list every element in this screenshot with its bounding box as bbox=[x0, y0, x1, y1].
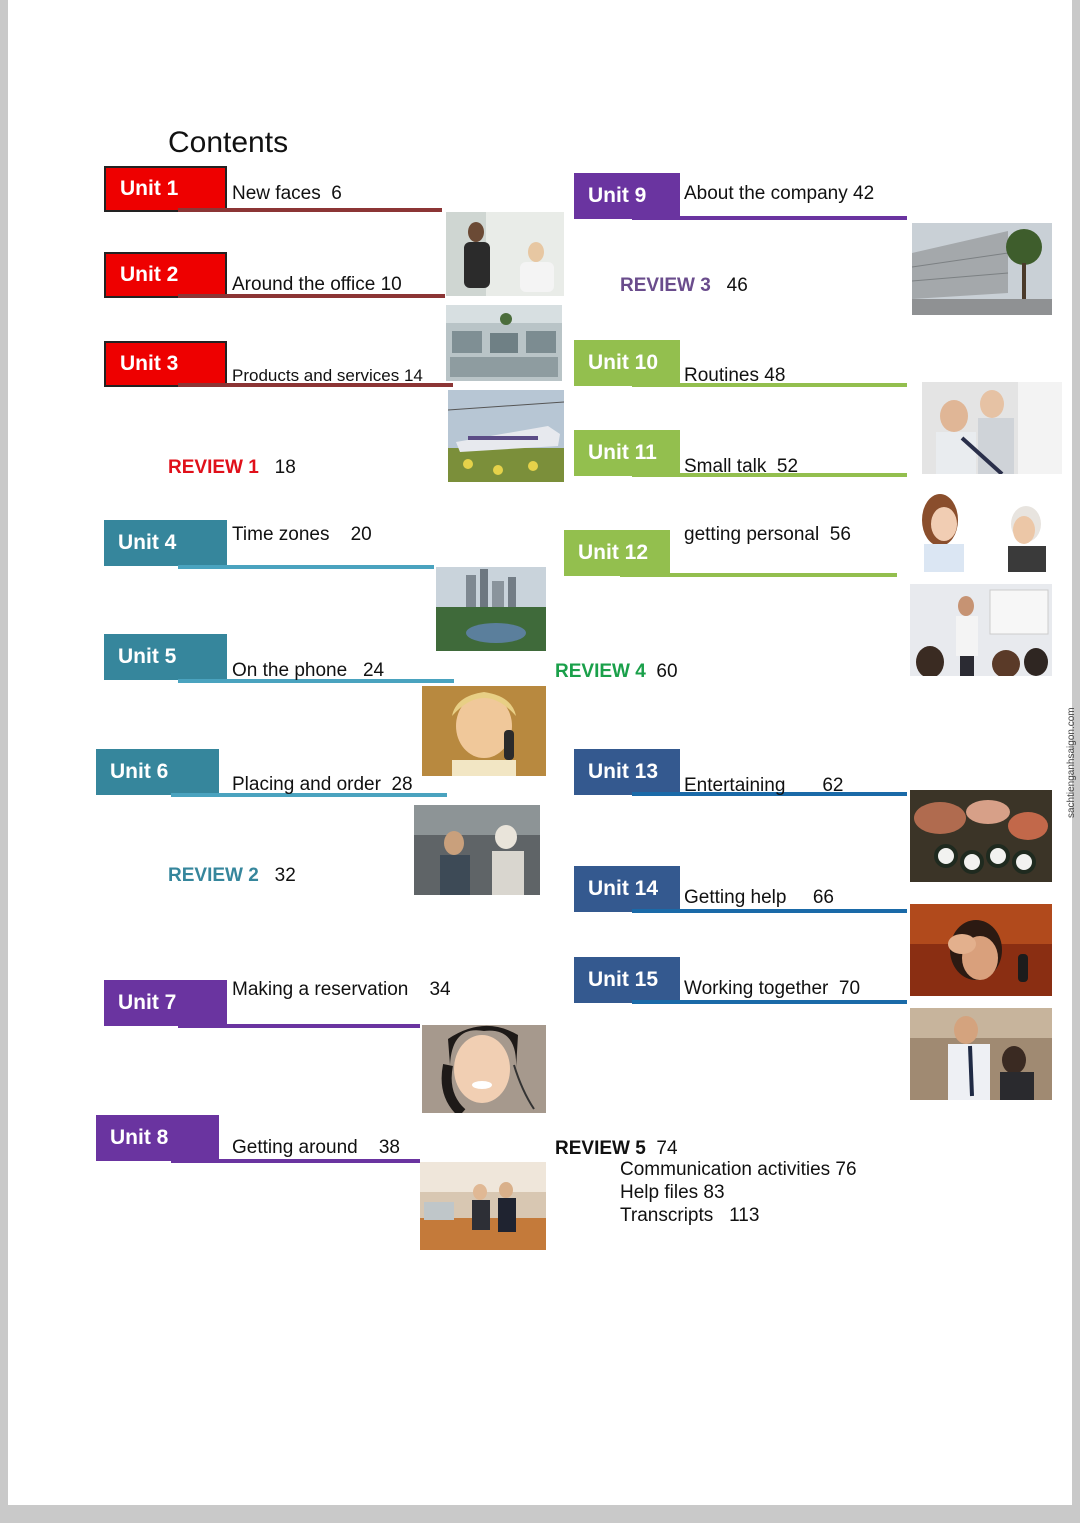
unit-1-title[interactable]: New faces 6 bbox=[232, 183, 342, 204]
unit-7-rule bbox=[178, 1024, 420, 1028]
unit-14-photo-stressed-woman bbox=[910, 904, 1052, 996]
review-1-page: 18 bbox=[274, 457, 296, 478]
unit-11-photo-small-talk bbox=[910, 480, 1052, 572]
unit-14-title[interactable]: Getting help 66 bbox=[684, 887, 834, 908]
review-4-page: 60 bbox=[656, 661, 678, 682]
unit-7-title[interactable]: Making a reservation 34 bbox=[232, 979, 451, 1000]
unit-13-badge[interactable]: Unit 13 bbox=[574, 749, 680, 795]
watermark: sachtienganhsaigon.com bbox=[1066, 707, 1077, 818]
unit-4-photo-city-skyline bbox=[436, 567, 546, 651]
unit-2-photo-open-office bbox=[446, 305, 562, 381]
unit-4-rule bbox=[178, 565, 434, 569]
transcripts-entry[interactable]: Transcripts 113 bbox=[620, 1205, 760, 1226]
unit-9-rule bbox=[632, 216, 907, 220]
review-3-page: 46 bbox=[726, 275, 748, 296]
unit-10-badge[interactable]: Unit 10 bbox=[574, 340, 680, 386]
unit-13-title[interactable]: Entertaining 62 bbox=[684, 775, 844, 796]
unit-1-photo-office-meeting bbox=[446, 212, 564, 296]
unit-9-badge[interactable]: Unit 9 bbox=[574, 173, 680, 219]
unit-14-badge[interactable]: Unit 14 bbox=[574, 866, 680, 912]
page-title: Contents bbox=[168, 126, 289, 159]
review-1-label: REVIEW 1 bbox=[168, 457, 259, 478]
unit-1-badge[interactable]: Unit 1 bbox=[104, 166, 227, 212]
unit-7-photo-receptionist-headset bbox=[422, 1025, 546, 1113]
unit-13-photo-sushi bbox=[910, 790, 1052, 882]
unit-14-rule bbox=[632, 909, 907, 913]
unit-3-badge[interactable]: Unit 3 bbox=[104, 341, 227, 387]
unit-2-badge[interactable]: Unit 2 bbox=[104, 252, 227, 298]
unit-9-photo-company-building bbox=[912, 223, 1052, 315]
unit-15-title[interactable]: Working together 70 bbox=[684, 978, 861, 999]
unit-5-photo-woman-on-phone bbox=[422, 686, 546, 776]
unit-6-photo-workers bbox=[414, 805, 540, 895]
unit-10-photo-commuters bbox=[922, 382, 1062, 474]
review-4-label: REVIEW 4 bbox=[555, 661, 646, 682]
unit-8-rule bbox=[171, 1159, 420, 1163]
unit-6-title[interactable]: Placing and order 28 bbox=[232, 774, 413, 795]
help-files-entry[interactable]: Help files 83 bbox=[620, 1182, 725, 1203]
unit-3-photo-train bbox=[448, 390, 564, 482]
unit-5-badge[interactable]: Unit 5 bbox=[104, 634, 227, 680]
unit-10-title[interactable]: Routines 48 bbox=[684, 365, 786, 386]
unit-11-badge[interactable]: Unit 11 bbox=[574, 430, 680, 476]
unit-12-photo-presentation bbox=[910, 584, 1052, 676]
unit-4-badge[interactable]: Unit 4 bbox=[104, 520, 227, 566]
unit-12-badge[interactable]: Unit 12 bbox=[564, 530, 670, 576]
unit-7-badge[interactable]: Unit 7 bbox=[104, 980, 227, 1026]
unit-5-title[interactable]: On the phone 24 bbox=[232, 660, 385, 681]
unit-8-photo-hotel-reception bbox=[420, 1162, 546, 1250]
unit-15-rule bbox=[632, 1000, 907, 1004]
unit-11-title[interactable]: Small talk 52 bbox=[684, 456, 799, 477]
review-3-label: REVIEW 3 bbox=[620, 275, 711, 296]
contents-page bbox=[8, 0, 1077, 1505]
review-3[interactable] bbox=[620, 275, 748, 297]
review-2-page: 32 bbox=[274, 865, 296, 886]
review-5-page: 74 bbox=[656, 1138, 678, 1159]
review-4[interactable] bbox=[555, 661, 678, 683]
review-5-label: REVIEW 5 bbox=[555, 1138, 646, 1159]
review-5[interactable] bbox=[555, 1138, 678, 1160]
unit-9-title[interactable]: About the company 42 bbox=[684, 183, 875, 204]
unit-1-rule bbox=[178, 208, 442, 212]
unit-12-title[interactable]: getting personal 56 bbox=[684, 524, 851, 545]
unit-15-badge[interactable]: Unit 15 bbox=[574, 957, 680, 1003]
unit-12-rule bbox=[620, 573, 897, 577]
unit-3-title[interactable]: Products and services 14 bbox=[232, 366, 423, 385]
communication-activities-entry[interactable]: Communication activities 76 bbox=[620, 1159, 857, 1180]
unit-15-photo-working-together bbox=[910, 1008, 1052, 1100]
unit-2-title[interactable]: Around the office 10 bbox=[232, 274, 402, 295]
review-2-label: REVIEW 2 bbox=[168, 865, 259, 886]
review-1[interactable] bbox=[168, 457, 296, 479]
review-2[interactable] bbox=[168, 865, 296, 887]
unit-6-badge[interactable]: Unit 6 bbox=[96, 749, 219, 795]
unit-8-badge[interactable]: Unit 8 bbox=[96, 1115, 219, 1161]
unit-8-title[interactable]: Getting around 38 bbox=[232, 1137, 400, 1158]
unit-4-title[interactable]: Time zones 20 bbox=[232, 524, 372, 545]
